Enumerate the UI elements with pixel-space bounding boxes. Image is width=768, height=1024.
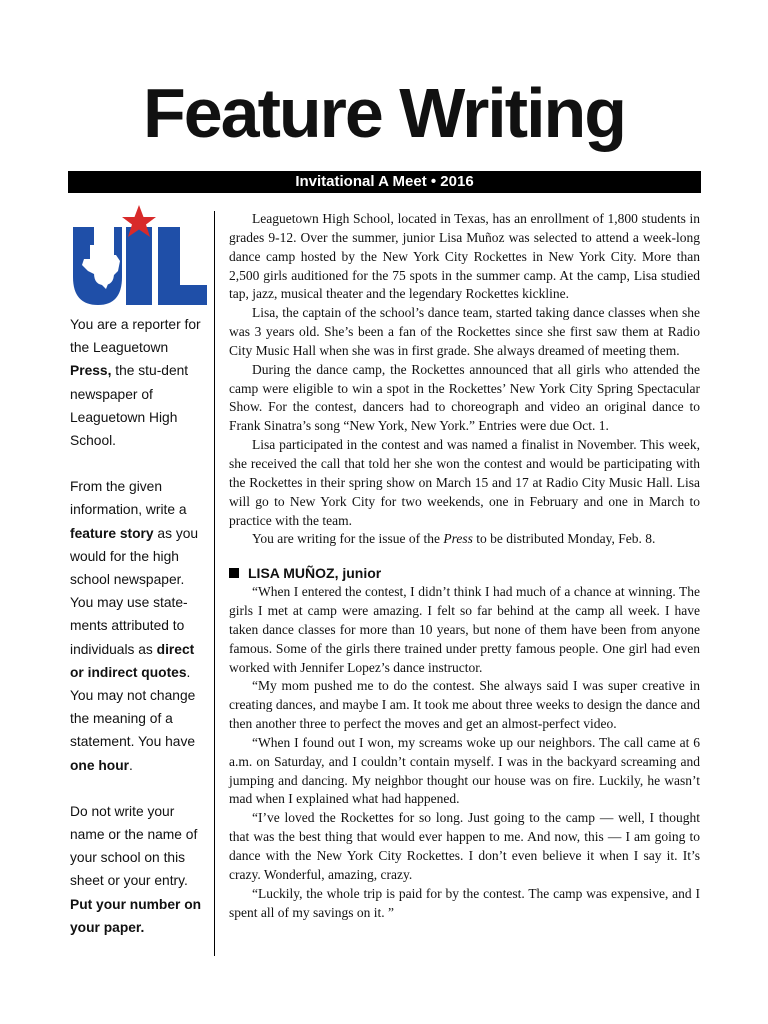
quote-paragraph: “When I found out I won, my screams woke up our neighbors. The call came at 6 a.m. on Saturday, and I couldn’t contain myself. I was in the backyard screaming and jumping and dancing. My neighbor thought our house was on fire. Luckily, he wasn’t mad when I explained what had happened. bbox=[229, 734, 700, 807]
assignment-note: You are writing for the issue of the Press to be distributed Monday, Feb. 8. bbox=[252, 531, 656, 547]
column-divider bbox=[214, 211, 215, 956]
quote-paragraph: “When I entered the contest, I didn’t think I had much of a chance at winning. The girls I met at camp were amazing. I felt so far behind at the camp all week. I have taken dance classes for more than 10 years, but none of them have been from anyone famous. Some of the girls there trained under pretty famous people. One girl had even worked with Jennifer Lopez’s dance instructor. bbox=[229, 584, 700, 675]
story-facts bbox=[229, 210, 700, 922]
bullet-square-icon bbox=[229, 568, 239, 578]
uil-logo bbox=[70, 205, 210, 310]
quote-paragraph: “My mom pushed me to do the contest. She always said I was super creative in creating dances, and maybe I am. It took me about three weeks to design the dance and then another three to perfect the moves and get an almost-perfect video. bbox=[229, 678, 700, 732]
quote-paragraph: “Luckily, the whole trip is paid for by the contest. The camp was expensive, and I spent all of my savings on it. ” bbox=[229, 885, 700, 920]
meet-banner: Invitational A Meet • 2016 bbox=[68, 171, 701, 193]
instructions-rules: Do not write your name or the name of your school on this sheet or your entry. Put your number on your paper. bbox=[70, 803, 202, 935]
fact-paragraph: Lisa, the captain of the school’s dance team, started taking dance classes when she was 3 years old. She’s been a fan of the Rockettes since she first saw them at Radio City Music Hall when she was in first grade. She always dreamed of meeting them. bbox=[229, 305, 700, 358]
instructions-reporter: You are a reporter for the Leaguetown Press, the stu-dent newspaper of Leaguetown High School. bbox=[70, 317, 201, 449]
page-title: Feature Writing bbox=[142, 74, 626, 152]
fact-paragraph: Leaguetown High School, located in Texas, has an enrollment of 1,800 students in grades 9-12. Over the summer, junior Lisa Muñoz was selected to attend a week-long dance camp hosted by the New York City Rockettes in New York City. More than 2,500 girls auditioned for the 75 spots in the summer camp. At the camp, Lisa studied tap, jazz, musical theater and the legendary Rockettes kickline. bbox=[229, 211, 700, 302]
fact-paragraph: Lisa participated in the contest and was named a finalist in November. This week, she received the call that told her she won the contest and would be participating with the Rockettes in their spring show on March 15 and 17 at Radio City Music Hall. Lisa will go to New York City for two weekends, one in February and one in March to practice with the team. bbox=[229, 437, 700, 528]
fact-paragraph: During the dance camp, the Rockettes announced that all girls who attended the camp were eligible to win a spot in the Rockettes’ New York City Spring Spectacular Show. For the contest, dancers had to choreograph and video an original dance to Frank Sinatra’s song “New York, New York.” Entries were due Oct. 1. bbox=[229, 361, 700, 434]
source-heading: LISA MUÑOZ, junior bbox=[229, 563, 700, 583]
quote-paragraph: “I’ve loved the Rockettes for so long. Just going to the camp — well, I thought that was the best thing that would ever happen to me. And now, this — I am going to dance with the New York City Rockettes. I don’t even believe it when I say it. It’s crazy. Wonderful, amazing, crazy. bbox=[229, 810, 700, 882]
instructions-sidebar bbox=[70, 313, 210, 962]
instructions-task: From the given information, write a feature story as you would for the high school newspaper. You may use state-ments attributed to individuals as direct or indirect quotes. You may not change the meaning of a statement. You have one hour. bbox=[70, 479, 199, 773]
